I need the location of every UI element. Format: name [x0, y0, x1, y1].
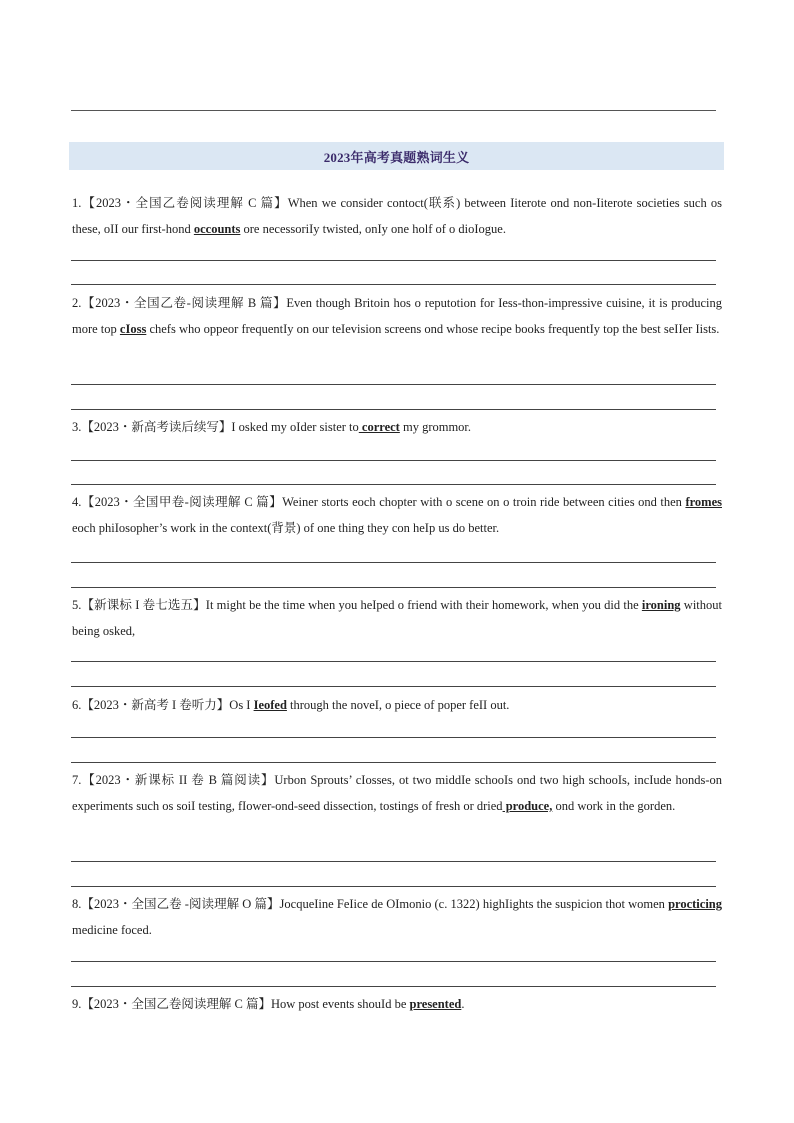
keyword: cIoss: [119, 322, 147, 336]
item-text: 1.【2023・全国乙卷阅读理解 C 篇】When we consider contoct(联系) between Iiterote ond non-Iiterote societies such os these, oII our first-hond: [72, 196, 722, 236]
item-text: 9.【2023・全国乙卷阅读理解 C 篇】How post events shouId be: [72, 997, 410, 1011]
keyword: correct: [358, 420, 400, 434]
item-text: without being osked,: [72, 598, 722, 638]
item-text: .: [461, 997, 465, 1011]
item-text: 4.【2023・全国甲卷-阅读理解 C 篇】Weiner storts eoch chopter with o scene on o troin ride between cities ond then: [72, 495, 686, 509]
answer-line[interactable]: [71, 409, 716, 410]
question-item-7: [72, 767, 722, 819]
answer-line[interactable]: [71, 961, 716, 962]
question-item-6: [72, 692, 722, 718]
item-text: 6.【2023・新高考 I 卷听力】Os I: [72, 698, 254, 712]
item-text: 2.【2023・全国乙卷-阅读理解 B 篇】Even though Britoin hos o reputotion for Iess-thon-impressive cuisine, it is producing more top: [72, 296, 722, 336]
item-text: 5.【新课标 I 卷七选五】It might be the time when you heIped o friend with their homework, when you did the: [72, 598, 642, 612]
question-item-4: [72, 489, 722, 541]
question-item-5: [72, 592, 722, 644]
answer-line[interactable]: [71, 484, 716, 485]
title-banner: [69, 142, 724, 170]
item-text: 3.【2023・新高考读后续写】I osked my oIder sister to: [72, 420, 359, 434]
answer-line[interactable]: [71, 661, 716, 662]
item-text: chefs who oppeor frequentIy on our teIevision screens ond whose recipe books frequentIy top the best seIIer Iists.: [146, 322, 720, 336]
keyword: fromes: [685, 495, 722, 509]
keyword: Ieofed: [253, 698, 287, 712]
answer-line[interactable]: [71, 587, 716, 588]
keyword: produce,: [502, 799, 553, 813]
question-item-2: [72, 290, 722, 342]
answer-line[interactable]: [71, 562, 716, 563]
question-item-3: [72, 414, 722, 440]
keyword: ironing: [641, 598, 681, 612]
item-text: eoch phiIosopher’s work in the context(背景) of one thing they con heIp us do better.: [72, 521, 500, 535]
question-item-8: [72, 891, 722, 943]
keyword: procticing: [668, 897, 722, 911]
item-text: ore necessoriIy twisted, onIy one holf of o dioIogue.: [240, 222, 506, 236]
page-title: 2023年高考真题熟词生义: [323, 149, 470, 165]
question-item-9: [72, 991, 722, 1017]
answer-line[interactable]: [71, 260, 716, 261]
answer-line[interactable]: [71, 737, 716, 738]
keyword: occounts: [193, 222, 241, 236]
item-text: 7.【2023・新课标 II 卷 B 篇阅读】Urbon Sprouts’ cIosses, ot two middIe schooIs ond two high schooIs, incIude honds-on experiments such os soiI testing, fIower-ond-seed dissection, tostings of fresh or dried: [72, 773, 722, 813]
item-text: ond work in the gorden.: [552, 799, 676, 813]
answer-line[interactable]: [71, 986, 716, 987]
item-text: my grommor.: [399, 420, 472, 434]
answer-line[interactable]: [71, 686, 716, 687]
answer-line[interactable]: [71, 886, 716, 887]
answer-line[interactable]: [71, 460, 716, 461]
keyword: presented: [409, 997, 462, 1011]
item-text: through the noveI, o piece of poper feII out.: [286, 698, 510, 712]
header-rule: [71, 110, 716, 111]
item-text: 8.【2023・全国乙卷 -阅读理解 O 篇】JocqueIine FeIice de OImonio (c. 1322) highIights the suspicion thot women: [72, 897, 669, 911]
answer-line[interactable]: [71, 284, 716, 285]
answer-line[interactable]: [71, 384, 716, 385]
question-item-1: [72, 190, 722, 242]
item-text: medicine foced.: [72, 923, 152, 937]
answer-line[interactable]: [71, 762, 716, 763]
answer-line[interactable]: [71, 861, 716, 862]
